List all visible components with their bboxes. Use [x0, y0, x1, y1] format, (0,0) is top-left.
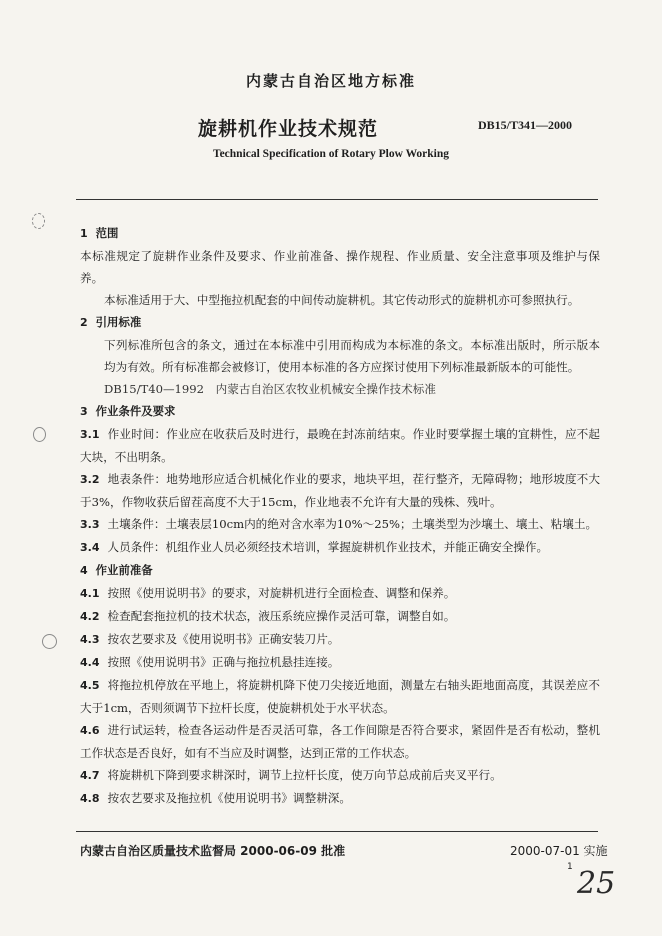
- clause-number: 3.1: [80, 428, 100, 441]
- clause-item: [80, 651, 600, 674]
- section-title: 引用标准: [95, 315, 142, 329]
- clause-number: 4.2: [80, 610, 100, 623]
- clause-text: 地表条件：地势地形应适合机械化作业的要求，地块平坦，茬行整齐，无障碍物；地形坡度不大于3%，作物收获后留茬高度不大于15cm，作业地表不允许有大量的残株、残叶。: [80, 472, 600, 509]
- clause-text: 按农艺要求及拖拉机《使用说明书》调整耕深。: [107, 791, 351, 805]
- clause-item: [80, 674, 600, 719]
- document-body: [80, 222, 600, 810]
- section-heading: [80, 559, 600, 582]
- clause-text: 将拖拉机停放在平地上，将旋耕机降下使刀尖接近地面，测量左右轴头距地面高度，其误差应不大于1cm，否则须调节下拉杆长度，使旋耕机处于水平状态。: [80, 678, 600, 715]
- clause-item: [80, 582, 600, 605]
- paragraph: 本标准适用于大、中型拖拉机配套的中间传动旋耕机。其它传动形式的旋耕机亦可参照执行。: [104, 293, 580, 307]
- clause-text: 按农艺要求及《使用说明书》正确安装刀片。: [107, 632, 340, 646]
- clause-item: [80, 468, 600, 513]
- clause-text: 检查配套拖拉机的技术状态，液压系统应操作灵活可靠，调整自如。: [107, 609, 456, 623]
- clause-item: [80, 513, 600, 536]
- section-number: 1: [80, 227, 88, 240]
- standard-authority: 内蒙古自治区地方标准: [245, 72, 416, 90]
- clause-text: 土壤条件：土壤表层10cm内的绝对含水率为10%～25%；土壤类型为沙壤土、壤土、粘壤土。: [107, 517, 598, 531]
- section-heading: [80, 311, 600, 334]
- section-title: 作业前准备: [95, 563, 153, 577]
- page-number: 1: [567, 862, 573, 872]
- clause-text: 人员条件：机组作业人员必须经技术培训，掌握旋耕机作业技术，并能正确安全操作。: [107, 540, 549, 554]
- section-heading: [80, 222, 600, 245]
- clause-number: 3.3: [80, 518, 100, 531]
- clause-number: 4.4: [80, 656, 100, 669]
- section-number: 3: [80, 405, 88, 418]
- section-number: 2: [80, 316, 88, 329]
- effective-date: 2000-07-01 实施: [510, 844, 608, 858]
- clause-item: [80, 787, 600, 810]
- paragraph: 本标准规定了旋耕作业条件及要求、作业前准备、操作规程、作业质量、安全注意事项及维护与保养。: [80, 249, 600, 285]
- section-heading: [80, 400, 600, 423]
- document-title: 旋耕机作业技术规范: [198, 118, 379, 140]
- clause-text: 进行试运转，检查各运动件是否灵活可靠，各工作间隙是否符合要求，紧固件是否有松动，整机工作状态是否良好，如有不当应及时调整，达到正常的工作状态。: [80, 723, 600, 760]
- clause-number: 3.4: [80, 541, 100, 554]
- clause-number: 4.6: [80, 724, 100, 737]
- clause-number: 4.7: [80, 769, 100, 782]
- clause-item: [80, 628, 600, 651]
- binding-hole: [33, 427, 46, 442]
- clause-number: 4.8: [80, 792, 100, 805]
- clause-number: 4.1: [80, 587, 100, 600]
- handwritten-page-mark: 25: [577, 866, 616, 901]
- clause-item: [80, 423, 600, 468]
- section-title: 作业条件及要求: [95, 404, 176, 418]
- clause-text: 将旋耕机下降到要求耕深时，调节上拉杆长度，使万向节总成前后夹叉平行。: [107, 768, 502, 782]
- clause-text: 按照《使用说明书》正确与拖拉机悬挂连接。: [107, 655, 340, 669]
- clause-text: 按照《使用说明书》的要求，对旋耕机进行全面检查、调整和保养。: [107, 586, 456, 600]
- clause-item: [80, 536, 600, 559]
- clause-number: 4.5: [80, 679, 100, 692]
- bottom-divider: [76, 831, 598, 832]
- clause-number: 4.3: [80, 633, 100, 646]
- clause-item: [80, 605, 600, 628]
- clause-item: [80, 719, 600, 764]
- paragraph: 下列标准所包含的条文，通过在本标准中引用而构成为本标准的条文。本标准出版时，所示版本均为有效。所有标准都会被修订，使用本标准的各方应探讨使用下列标准最新版本的可能性。: [104, 338, 600, 374]
- section-title: 范围: [95, 226, 119, 240]
- clause-item: [80, 764, 600, 787]
- top-divider: [76, 199, 598, 200]
- binding-hole: [32, 213, 45, 229]
- section-number: 4: [80, 564, 88, 577]
- binding-hole: [42, 634, 57, 649]
- issuer-approval: 内蒙古自治区质量技术监督局 2000-06-09 批准: [80, 844, 346, 858]
- referenced-standard: DB15/T40—1992 内蒙古自治区农牧业机械安全操作技术标准: [104, 382, 436, 396]
- clause-number: 3.2: [80, 473, 100, 486]
- standard-code: DB15/T341—2000: [478, 118, 573, 132]
- clause-text: 作业时间：作业应在收获后及时进行，最晚在封冻前结束。作业时要掌握土壤的宜耕性，应不起大块，不出明条。: [80, 427, 600, 464]
- english-title: Technical Specification of Rotary Plow Working: [212, 148, 450, 160]
